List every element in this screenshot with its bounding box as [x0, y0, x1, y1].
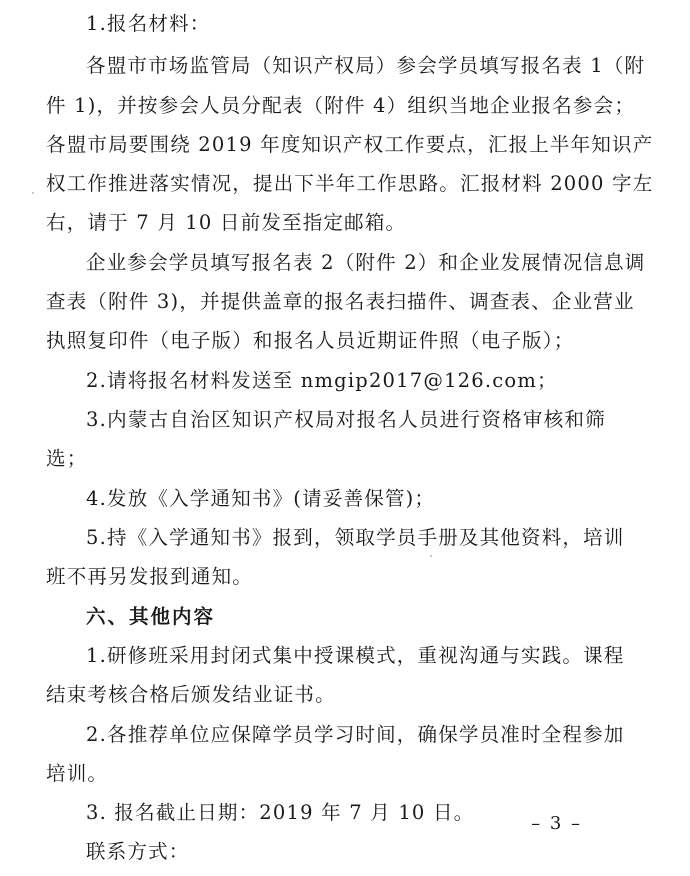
paragraph-line: 1.研修班采用封闭式集中授课模式，重视沟通与实践。课程 [86, 644, 625, 667]
paragraph-line: 各盟市局要围绕 2019 年度知识产权工作要点，汇报上半年知识产 [46, 133, 654, 156]
paragraph-line: 查表（附件 3)，并提供盖章的报名表扫描件、调查表、企业营业 [46, 290, 635, 313]
paragraph-line: 2.各推荐单位应保障学员学习时间，确保学员准时全程参加 [86, 723, 625, 746]
paragraph-line: 件 1)，并按参会人员分配表（附件 4）组织当地企业报名参会； [46, 94, 636, 117]
section-heading-other: 六、其他内容 [86, 605, 216, 628]
paragraph-line: 5.持《入学通知书》报到，领取学员手册及其他资料，培训 [86, 526, 625, 549]
paragraph-line: 执照复印件（电子版）和报名人员近期证件照（电子版）； [46, 329, 575, 352]
paragraph-line: 企业参会学员填写报名表 2（附件 2）和企业发展情况信息调 [86, 251, 646, 274]
item-deadline: 3. 报名截止日期：2019 年 7 月 10 日。 [86, 801, 475, 824]
paragraph-line: 班不再另发报到通知。 [46, 565, 254, 588]
paragraph-line: 右，请于 7 月 10 日前发至指定邮箱。 [46, 211, 407, 234]
paragraph-line: 选； [46, 447, 88, 470]
paragraph-line: 各盟市市场监管局（知识产权局）参会学员填写报名表 1（附 [86, 54, 646, 77]
paragraph-line: 培训。 [46, 762, 109, 785]
item-title-registration-materials: 1.报名材料： [86, 12, 211, 35]
item-send-materials: 2.请将报名材料发送至 nmgip2017@126.com； [86, 369, 558, 392]
paragraph-line: 权工作推进落实情况，提出下半年工作思路。汇报材料 2000 字左 [46, 172, 654, 195]
item-contact: 联系方式： [86, 840, 190, 863]
paragraph-line: 3.内蒙古自治区知识产权局对报名人员进行资格审核和筛 [86, 408, 606, 431]
item-issue-notice: 4.发放《入学通知书》(请妥善保管)； [86, 487, 436, 510]
scan-speck [32, 192, 34, 194]
page-number: – 3 – [531, 813, 582, 834]
scan-speck [430, 555, 432, 557]
paragraph-line: 结束考核合格后颁发结业证书。 [46, 683, 336, 706]
